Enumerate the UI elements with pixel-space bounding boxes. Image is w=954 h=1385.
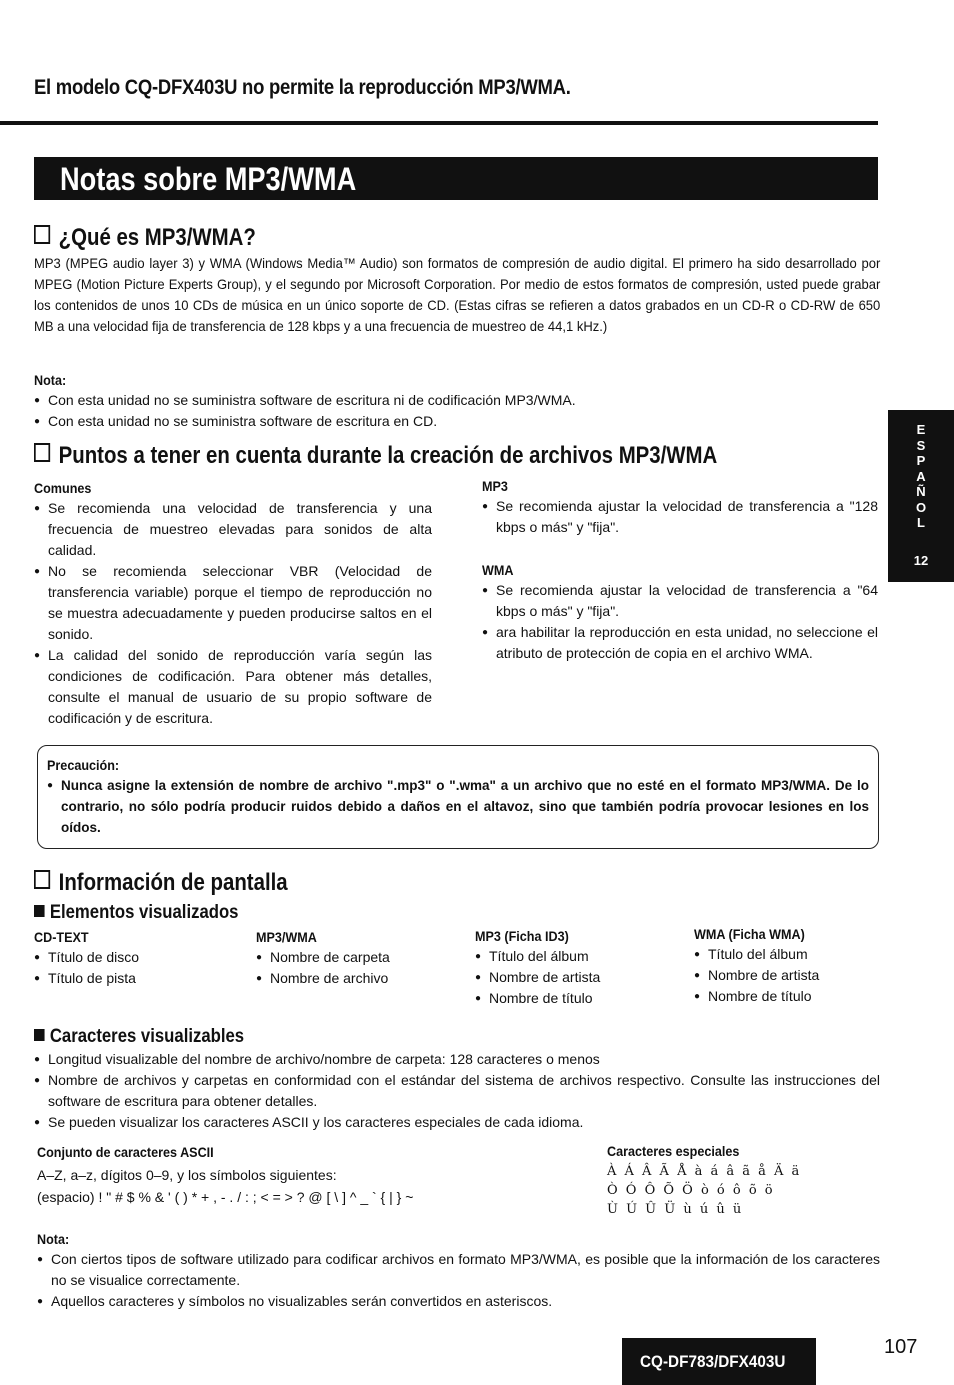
special-chars-line: Ù Ú Û Ü ù ú û ü [607, 1202, 744, 1217]
side-tab-letter: O [915, 499, 927, 515]
column-list [256, 947, 466, 989]
display-column-id3 [475, 928, 685, 1009]
list-item: ● Nombre de título [475, 988, 685, 1009]
mp3-label: MP3 [482, 478, 508, 494]
checkbox-icon [34, 870, 50, 889]
list-item: ● Con ciertos tipos de software utilizado para codificar archivos en formato MP3/WMA, es posible que la información de los caracteres no se visualice correctamente. [37, 1249, 880, 1291]
square-bullet-icon [34, 1029, 45, 1041]
intro-paragraph: MP3 (MPEG audio layer 3) y WMA (Windows Media™ Audio) son formatos de compresión de audio digital. El primero ha sido desarrollado por MPEG (Motion Picture Experts Group), y el segundo por Microsoft Corporation. Por medio de estos formatos de compresión, usted puede grabar los contenidos de unos 10 CDs de música en un único soporte de CD. (Estas cifras se refieren a datos grabados en un CD-R o CD-RW de 650 MB a una velocidad fija de transferencia de 128 kbps y a una frecuencia de muestreo de 44,1 kHz.) [34, 255, 881, 334]
header-rule [0, 121, 878, 125]
checkbox-icon [34, 225, 50, 244]
list-item: ● Se recomienda ajustar la velocidad de transferencia a "128 kbps o más" y "fija". [482, 496, 878, 538]
note-list [34, 390, 934, 432]
list-item: ● Nombre de carpeta [256, 947, 466, 968]
section-heading-label: ¿Qué es MP3/WMA? [58, 224, 256, 251]
list-item: ● Aquellos caracteres y símbolos no visualizables serán convertidos en asteriscos. [37, 1291, 880, 1312]
language-side-tab [888, 410, 954, 582]
special-chars [607, 1162, 801, 1219]
checkbox-icon [34, 443, 50, 462]
section-heading-label: Información de pantalla [58, 869, 288, 896]
common-list [34, 498, 432, 729]
list-item: ● Nombre de archivo [256, 968, 466, 989]
page-title: Notas sobre MP3/WMA [60, 161, 357, 197]
column-list [475, 946, 685, 1009]
list-item: ● Nombre de artista [475, 967, 685, 988]
note-label: Nota: [34, 372, 67, 388]
list-item: ● Con esta unidad no se suministra software de escritura en CD. [34, 411, 934, 432]
side-tab-letter: Ñ [916, 484, 926, 499]
side-tab-letters [888, 422, 954, 531]
side-tab-letter: S [916, 437, 926, 453]
side-tab-letter: L [917, 515, 925, 530]
side-tab-letter: E [916, 422, 926, 437]
list-item: ● Se recomienda una velocidad de transferencia y una frecuencia de muestreo elevadas para sonidos de alta calidad. [34, 498, 432, 561]
column-list [34, 947, 244, 989]
special-chars-line: Ò Ó Ô Õ Ö ò ó ô õ ö [607, 1183, 775, 1198]
list-item: ● Título del álbum [694, 944, 904, 965]
list-item: ● Título de disco [34, 947, 244, 968]
section-heading-what-is [34, 224, 256, 252]
list-item: ● Nombre de título [694, 986, 904, 1007]
page-number: 107 [884, 1336, 918, 1358]
display-column-wma-tag [694, 926, 904, 1007]
list-item: ● La calidad del sonido de reproducción varía según las condiciones de codificación. Para obtener más detalles, consulte el manual de usuario de su propio software de codificación y de escritura. [34, 645, 432, 729]
list-item: ● Se recomienda ajustar la velocidad de transferencia a "64 kbps o más" y "fija". [482, 580, 878, 622]
list-item: ● No se recomienda seleccionar VBR (Velocidad de transferencia variable) porque el tiempo de reproducción no se muestra adecuadamente y pueden producirse saltos en el sonido. [34, 561, 432, 645]
wma-list [482, 580, 878, 664]
wma-label: WMA [482, 562, 514, 578]
common-label: Comunes [34, 480, 92, 496]
caution-text: ● Nunca asigne la extensión de nombre de archivo ".mp3" o ".wma" a un archivo que no esté en el formato MP3/WMA. De lo contrario, no sólo podría producir ruidos debido a daños en el altavoz, sino que también podría provocar lesiones en los oídos. [47, 775, 869, 838]
list-item: ● Título de pista [34, 968, 244, 989]
display-column-mp3-wma [256, 929, 466, 989]
model-note: El modelo CQ-DFX403U no permite la reproducción MP3/WMA. [34, 76, 571, 99]
title-bar [34, 157, 878, 200]
column-label: WMA (Ficha WMA) [694, 926, 805, 942]
subheading-displayable-chars [34, 1026, 244, 1048]
side-tab-letter: A [916, 468, 926, 484]
mp3-list [482, 496, 878, 538]
section-heading-display-info [34, 869, 288, 897]
side-tab-page: 12 [913, 553, 929, 568]
ascii-line-2: (espacio) ! " # $ % & ' ( ) * + , - . / : ; < = > ? @ [ \ ] ^ _ ` { | } ~ [37, 1189, 414, 1205]
side-tab-letter: P [916, 453, 926, 468]
footer-model-badge [622, 1338, 816, 1385]
column-list [694, 944, 904, 1007]
subheading-label: Elementos visualizados [49, 902, 239, 923]
section-heading-label: Puntos a tener en cuenta durante la creación de archivos MP3/WMA [58, 442, 718, 469]
subheading-displayed-elements [34, 902, 238, 924]
caution-label: Precaución: [47, 757, 120, 773]
column-label: CD-TEXT [34, 929, 89, 945]
ascii-label: Conjunto de caracteres ASCII [37, 1144, 214, 1160]
display-chars-list [34, 1049, 880, 1133]
square-bullet-icon [34, 905, 45, 917]
note-label-2: Nota: [37, 1231, 70, 1247]
list-item: ● Nombre de artista [694, 965, 904, 986]
subheading-label: Caracteres visualizables [49, 1026, 245, 1047]
list-item: ● ara habilitar la reproducción en esta unidad, no seleccione el atributo de protección de copia en el archivo WMA. [482, 622, 878, 664]
note-list-2 [37, 1249, 880, 1312]
special-chars-label: Caracteres especiales [607, 1143, 740, 1159]
column-label: MP3/WMA [256, 929, 317, 945]
footer-model-label: CQ-DF783/DFX403U [640, 1352, 786, 1371]
column-label: MP3 (Ficha ID3) [475, 928, 569, 944]
list-item: ● Nombre de archivos y carpetas en conformidad con el estándar del sistema de archivos respectivo. Consulte las instrucciones del software de escritura para obtener detalles. [34, 1070, 880, 1112]
display-column-cd-text [34, 929, 244, 989]
list-item: ● Con esta unidad no se suministra software de escritura ni de codificación MP3/WMA. [34, 390, 934, 411]
section-heading-tips [34, 442, 717, 470]
ascii-line-1: A–Z, a–z, dígitos 0–9, y los símbolos siguientes: [37, 1167, 337, 1183]
list-item: ● Longitud visualizable del nombre de archivo/nombre de carpeta: 128 caracteres o menos [34, 1049, 880, 1070]
list-item: ● Se pueden visualizar los caracteres ASCII y los caracteres especiales de cada idioma. [34, 1112, 880, 1133]
special-chars-line: À Á Â Ã Å à á â ã å Ä ä [607, 1164, 802, 1179]
caution-list [47, 775, 869, 838]
list-item: ● Título del álbum [475, 946, 685, 967]
